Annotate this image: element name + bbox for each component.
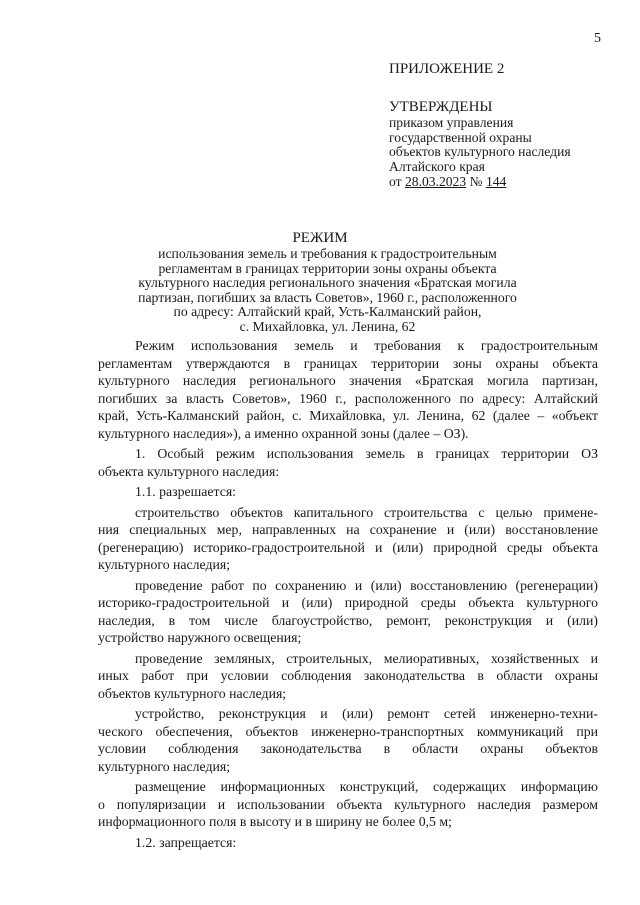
body-paragraph	[98, 778, 598, 831]
paragraph-line: иных работ при условии соблюдения законодательства в области охраны	[98, 668, 598, 683]
appendix-heading: ПРИЛОЖЕНИЕ 2	[389, 61, 505, 77]
body-paragraph	[98, 483, 598, 501]
approval-date-row	[389, 174, 629, 189]
body-paragraph	[98, 577, 598, 647]
document-body	[98, 337, 598, 854]
paragraph-line: устройство, реконструкция и (или) ремонт сетей инженерно-техни-	[135, 706, 598, 721]
paragraph-line: проведение земляных, строительных, мелиоративных, хозяйственных и	[135, 650, 598, 666]
order-date: 28.03.2023	[404, 174, 467, 189]
body-paragraph	[98, 705, 598, 775]
paragraph-line: Режим использования земель и требования к градостроительным	[135, 338, 598, 353]
order-number: 144	[485, 174, 507, 189]
paragraph-line: край, Усть-Калманский район, с. Михайловка, ул. Ленина, 62 (далее – «объект	[98, 408, 598, 423]
subtitle-line: с. Михайловка, ул. Ленина, 62	[239, 318, 416, 334]
approval-line: государственной охраны	[389, 129, 532, 145]
paragraph-line: регламентам утверждаются в границах территории зоны охраны объекта	[98, 355, 598, 371]
body-paragraph	[98, 504, 598, 574]
subtitle-line: использования земель и требования к градостроительным	[158, 246, 497, 261]
approval-block	[389, 60, 629, 189]
paragraph-line: (регенерацию) историко-градостроительной и (или) природной среды объекта	[98, 539, 598, 555]
paragraph-line: культурного наследия;	[98, 557, 231, 572]
paragraph-line: условии соблюдения законодательства в области охраны объектов	[98, 741, 598, 756]
paragraph-line: строительство объектов капитального строительства с целью примене-	[135, 504, 598, 520]
paragraph-line: 1.1. разрешается:	[135, 484, 237, 499]
approval-line: приказом управления	[389, 115, 514, 130]
paragraph-line: 1.2. запрещается:	[135, 834, 237, 850]
body-paragraph	[98, 650, 598, 703]
number-sign: №	[469, 174, 483, 189]
paragraph-line: культурного наследия;	[98, 758, 231, 774]
body-paragraph	[98, 337, 598, 442]
paragraph-line: объектов культурного наследия;	[98, 685, 287, 701]
approval-line: Алтайского края	[389, 158, 485, 174]
document-title: РЕЖИМ	[292, 230, 348, 246]
paragraph-line: устройство наружного освещения;	[98, 630, 302, 645]
paragraph-line: проведение работ по сохранению и (или) восстановлению (регенерации)	[135, 577, 598, 593]
approval-line: объектов культурного наследия	[389, 144, 571, 159]
paragraph-line: культурного наследия регионального значения «Братская могила партизан,	[98, 373, 598, 388]
paragraph-line: историко-градостроительной и (или) природной среды объекта культурного	[98, 595, 598, 610]
document-subtitle	[100, 247, 555, 335]
paragraph-line: 1. Особый режим использования земель в границах территории ОЗ	[135, 446, 598, 461]
subtitle-line: культурного наследия регионального значения «Братская могила	[138, 275, 517, 291]
date-prefix: от	[389, 174, 402, 189]
subtitle-line: регламентам в границах территории зоны охраны объекта	[158, 260, 497, 276]
paragraph-line: информационного поля в высоту и в ширину не более 0,5 м;	[98, 814, 452, 829]
paragraph-line: ческого обеспечения, объектов инженерно-транспортных коммуникаций при	[98, 723, 598, 739]
page-number: 5	[594, 31, 601, 46]
paragraph-line: о популяризации и использовании объекта культурного наследия размером	[98, 796, 598, 812]
approved-heading: УТВЕРЖДЕНЫ	[389, 99, 493, 115]
paragraph-line: культурного наследия»), а именно охранной зоны (далее – ОЗ).	[98, 425, 469, 441]
paragraph-line: ния специальных мер, направленных на сохранение и (или) восстановление	[98, 522, 598, 537]
paragraph-line: объекта культурного наследия:	[98, 463, 280, 479]
subtitle-line: партизан, погибших за власть Советов», 1960 г., расположенного	[138, 289, 517, 305]
paragraph-line: погибших за власть Советов», 1960 г., расположенного по адресу: Алтайский	[98, 390, 598, 406]
body-paragraph	[98, 834, 598, 852]
body-paragraph	[98, 445, 598, 480]
paragraph-line: размещение информационных конструкций, содержащих информацию	[135, 779, 598, 794]
paragraph-line: наследия, в том числе благоустройство, ремонт, реконструкция и (или)	[98, 612, 598, 628]
subtitle-line: по адресу: Алтайский край, Усть-Калманский район,	[173, 304, 482, 320]
